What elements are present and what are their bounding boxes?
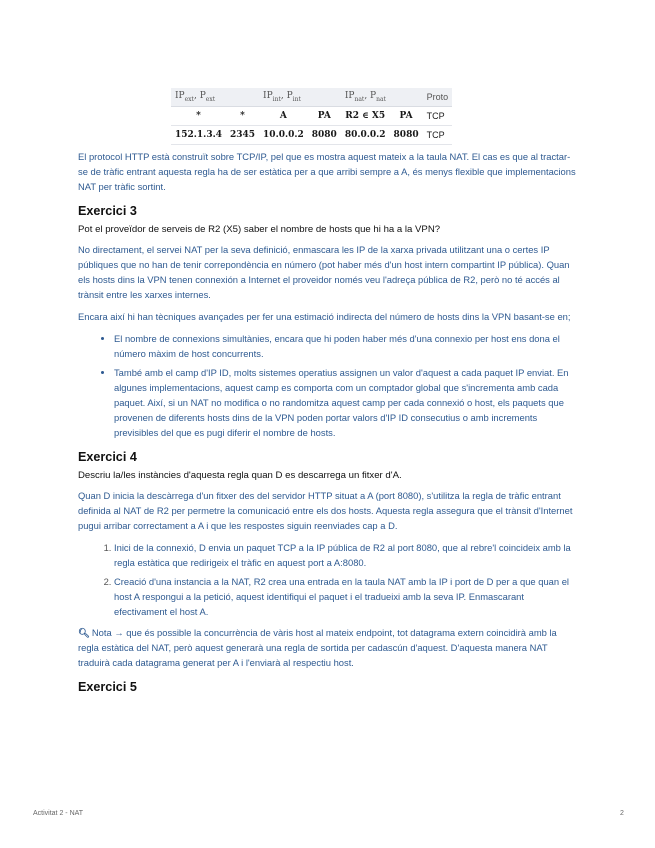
list-item: • També amb el camp d'IP ID, molts sistemes operatius assignen un valor d'aquest a cada paquet IP enviat. En algunes implementacions, aquest camp es comporta com un comptador global que s'incrementa amb cada paquet. Així, si un NAT no modifica o no randomitza aquest camp per cada connexió o host, els paquets que provenen de diferents hosts dins de la VPN poden portar valors d'IP ID consecutius o amb increments previsibles del que es pugi diferir el nombre de hosts. (114, 365, 578, 440)
cell: R2 ∈ X5 (341, 107, 390, 126)
cell: 80.0.0.2 (341, 126, 390, 145)
cell: 8080 (390, 126, 423, 145)
table-row (171, 126, 452, 145)
header-ext: $IP_{ext}$, $P_{ext}$ (171, 88, 259, 107)
magnifier-icon: 🔍︎ (78, 627, 90, 638)
list-item: 2. Creació d'una instancia a la NAT, R2 crea una entrada en la taula NAT amb la IP i port de D per a que quan el host A respongui a la petició, aquest identifiqui el paquet i el tradueixi amb la seva IP. Enmascarant efectivament el host A. (114, 574, 578, 619)
cell: 10.0.0.2 (259, 126, 308, 145)
ex4-steps-list (78, 540, 578, 619)
cell: 2345 (226, 126, 259, 145)
table-row (171, 107, 452, 126)
ex3-paragraph-1: No directament, el servei NAT per la seva definició, enmascara les IP de la xarxa privada utilitzant una o certes IP públiques que no han de tenir correpondència en número (pot haber més d'un host intern compartint IP pública). Quan els hosts dins la VPN tenen connexión a Internet el proveidor només veu l'adreça pública de R2, però no té accés al trànsit entre les xarxes internes. (78, 244, 570, 300)
cell: A (259, 107, 308, 126)
cell: * (226, 107, 259, 126)
ex3-question: Pot el proveïdor de serveis de R2 (X5) saber el nombre de hosts que hi ha a la VPN? (78, 224, 441, 235)
ex4-title: Exercici 4 (78, 450, 137, 464)
ex4-question: Descriu la/les instàncies d'aquesta regla quan D es descarrega un fitxer d'A. (78, 470, 402, 481)
nat-table-header-row (171, 88, 452, 107)
intro-paragraph: El protocol HTTP està construït sobre TCP/IP, pel que es mostra aquest mateix a la taula NAT. El cas es que al tractar-se de tràfic entrant aquesta regla ha de ser estàtica per a que arribi sempre a A, és menys flexible que implementacions NAT per tràfic sortint. (78, 151, 576, 192)
footer-page-number: 2 (620, 810, 624, 817)
ex3-title: Exercici 3 (78, 204, 137, 218)
cell: TCP (423, 107, 453, 126)
ex3-bullet-list (78, 331, 578, 440)
cell: 152.1.3.4 (171, 126, 226, 145)
header-proto: Proto (423, 88, 453, 107)
list-item: 1. Inici de la connexió, D envia un paquet TCP a la IP pública de R2 al port 8080, que al rebre'l coincideix amb la regla estàtica que redirigeix el tràfic en aquest port a A:8080. (114, 540, 578, 570)
nat-table (171, 88, 452, 145)
header-nat: $IP_{nat}$, $P_{nat}$ (341, 88, 423, 107)
header-int: $IP_{int}$, $P_{int}$ (259, 88, 341, 107)
page-content (78, 88, 578, 699)
ex4-note-text: Nota → que és possible la concurrència de vàris host al mateix endpoint, tot datagrama extern coincidirà amb la regla estàtica del NAT, però aquest generarà una regla de sortida per cadascún d'aquest. D'aquesta manera NAT traduirà cada datagrama generat per A i l'enviarà al respectiu host. (78, 627, 557, 668)
cell: PA (308, 107, 341, 126)
ex3-paragraph-2: Encara així hi han tècniques avançades per fer una estimació indirecta del número de hosts dins la VPN basant-se en; (78, 311, 571, 322)
cell: TCP (423, 126, 453, 145)
cell: PA (390, 107, 423, 126)
list-item: • El nombre de connexions simultànies, encara que hi poden haber més d'una connexio per host ens dona el número màxim de host concurrents. (114, 331, 578, 361)
cell: * (171, 107, 226, 126)
ex4-paragraph-1: Quan D inicia la descàrrega d'un fitxer des del servidor HTTP situat a A (port 8080), s'utilitza la regla de tràfic entrant definida al NAT de R2 per permetre la comunicació entre els dos hosts. Aquesta regla assegura que el trànsit d'Internet pugui arribar correctament a A i que les respostes siguin reenviades cap a D. (78, 490, 573, 531)
ex4-note (78, 625, 578, 670)
footer-doc-title: Activitat 2 - NAT (33, 810, 84, 817)
cell: 8080 (308, 126, 341, 145)
ex5-title: Exercici 5 (78, 680, 137, 694)
